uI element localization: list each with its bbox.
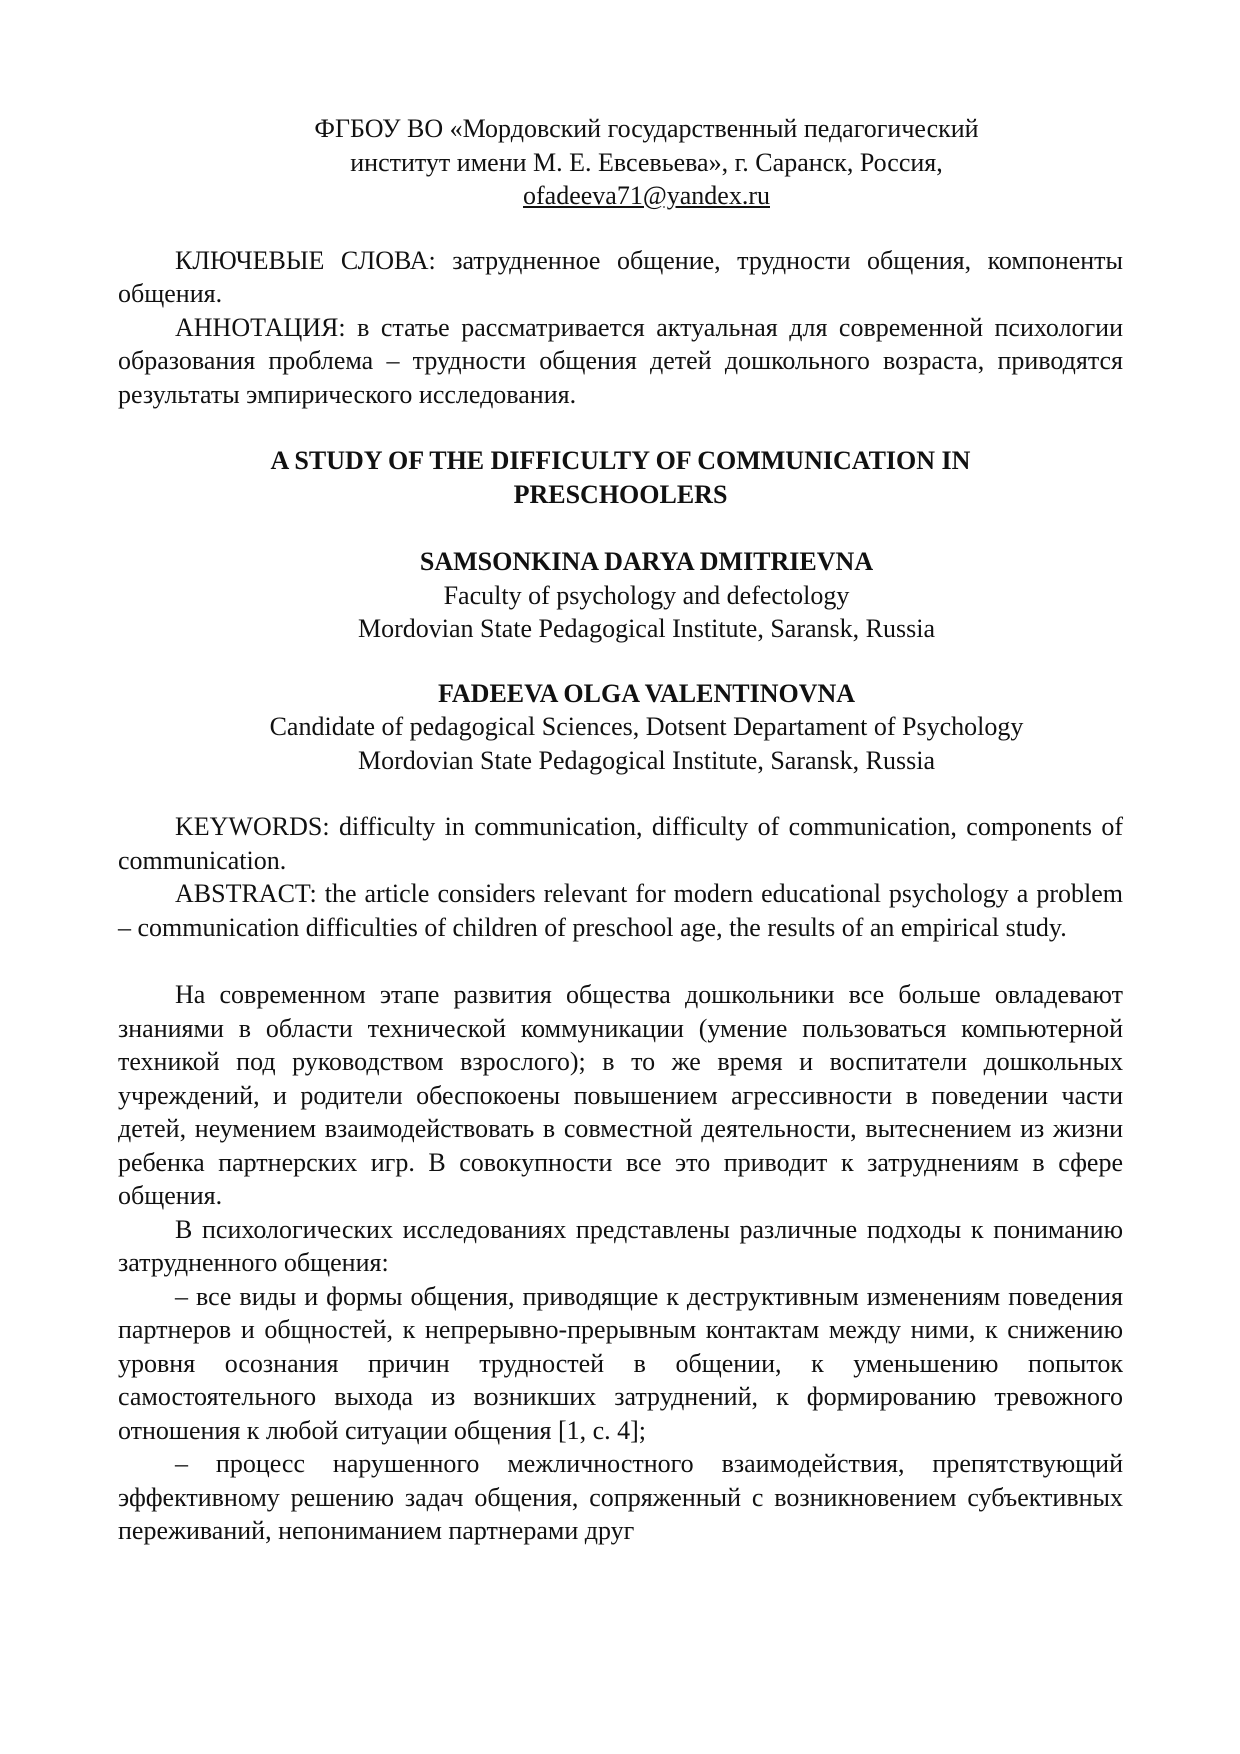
affiliation-line-2: институт имени М. Е. Евсевьева», г. Саранск, Россия, (350, 147, 943, 177)
author-1-institution: Mordovian State Pedagogical Institute, Saransk, Russia (358, 614, 935, 643)
body-list-item-2: – процесс нарушенного межличностного взаимодействия, препятствующий эффективному решению задач общения, сопряженный с возникновением субъективных переживаний, непониманием партнерами друг (118, 1449, 1123, 1545)
document-page (118, 112, 1123, 1548)
russian-keywords (118, 244, 1123, 311)
english-abstract (118, 877, 1123, 944)
english-abstract-text: the article considers relevant for modern educational psychology a problem – communication difficulties of children of preschool age, the results of an empirical study. (118, 879, 1123, 942)
author-1-position: Faculty of psychology and defectology (443, 580, 850, 610)
body-paragraph-1: На современном этапе развития общества дошкольники все больше овладевают знаниями в области технической коммуникации (умение пользоваться компьютерной техникой под руководством взрослого); в то же время и воспитатели дошкольных учреждений, и родители обеспокоены повышением агрессивности в поведении части детей, неумением взаимодействовать в совместной деятельности, вытеснением из жизни ребенка партнерских игр. В совокупности все это приводит к затруднениям в сфере общения. (118, 980, 1123, 1210)
author-2-position: Candidate of pedagogical Sciences, Dotsent Departament of Psychology (269, 712, 1024, 741)
russian-keywords-text: затрудненное общение, трудности общения, компоненты общения. (118, 245, 1123, 308)
affiliation-line-1: ФГБОУ ВО «Мордовский государственный педагогический (314, 114, 979, 143)
english-title-line-2: PRESCHOOLERS (513, 479, 728, 509)
russian-annotation-text: в статье рассматривается актуальная для современной психологии образования проблема – трудности общения детей дошкольного возраста, приводятся результаты эмпирического исследования. (118, 312, 1124, 409)
russian-affiliation (170, 112, 1123, 213)
english-keywords-label: KEYWORDS: (175, 812, 330, 841)
body-list-item-1: – все виды и формы общения, приводящие к деструктивным изменениям поведения партнеров и общностей, к непрерывно-прерывным контактам между ними, к снижению уровня осознания причин трудностей в общении, к уменьшению попыток самостоятельного выхода из возникших затруднений, к формированию тревожного отношения к любой ситуации общения [1, с. 4]; (118, 1281, 1123, 1445)
russian-annotation (118, 311, 1123, 412)
author-2-block (170, 677, 1123, 778)
english-title-line-1: A STUDY OF THE DIFFICULTY OF COMMUNICATION IN (270, 446, 971, 475)
author-2-institution: Mordovian State Pedagogical Institute, Saransk, Russia (358, 745, 935, 775)
english-abstract-label: ABSTRACT: (175, 879, 317, 908)
author-1-name: SAMSONKINA DARYA DMITRIEVNA (419, 547, 874, 576)
author-2-name: FADEEVA OLGA VALENTINOVNA (437, 678, 856, 708)
body-paragraph-2: В психологических исследованиях представлены различные подходы к пониманию затрудненного общения: (118, 1214, 1123, 1277)
english-keywords-text: difficulty in communication, difficulty of communication, components of communication. (118, 812, 1123, 875)
russian-annotation-label: АННОТАЦИЯ: (175, 312, 346, 342)
author-1-block (170, 545, 1123, 646)
russian-keywords-label: КЛЮЧЕВЫЕ СЛОВА: (175, 245, 436, 275)
email-link[interactable]: ofadeeva71@yandex.ru (523, 181, 770, 210)
english-keywords (118, 810, 1123, 877)
english-title (118, 444, 1123, 511)
